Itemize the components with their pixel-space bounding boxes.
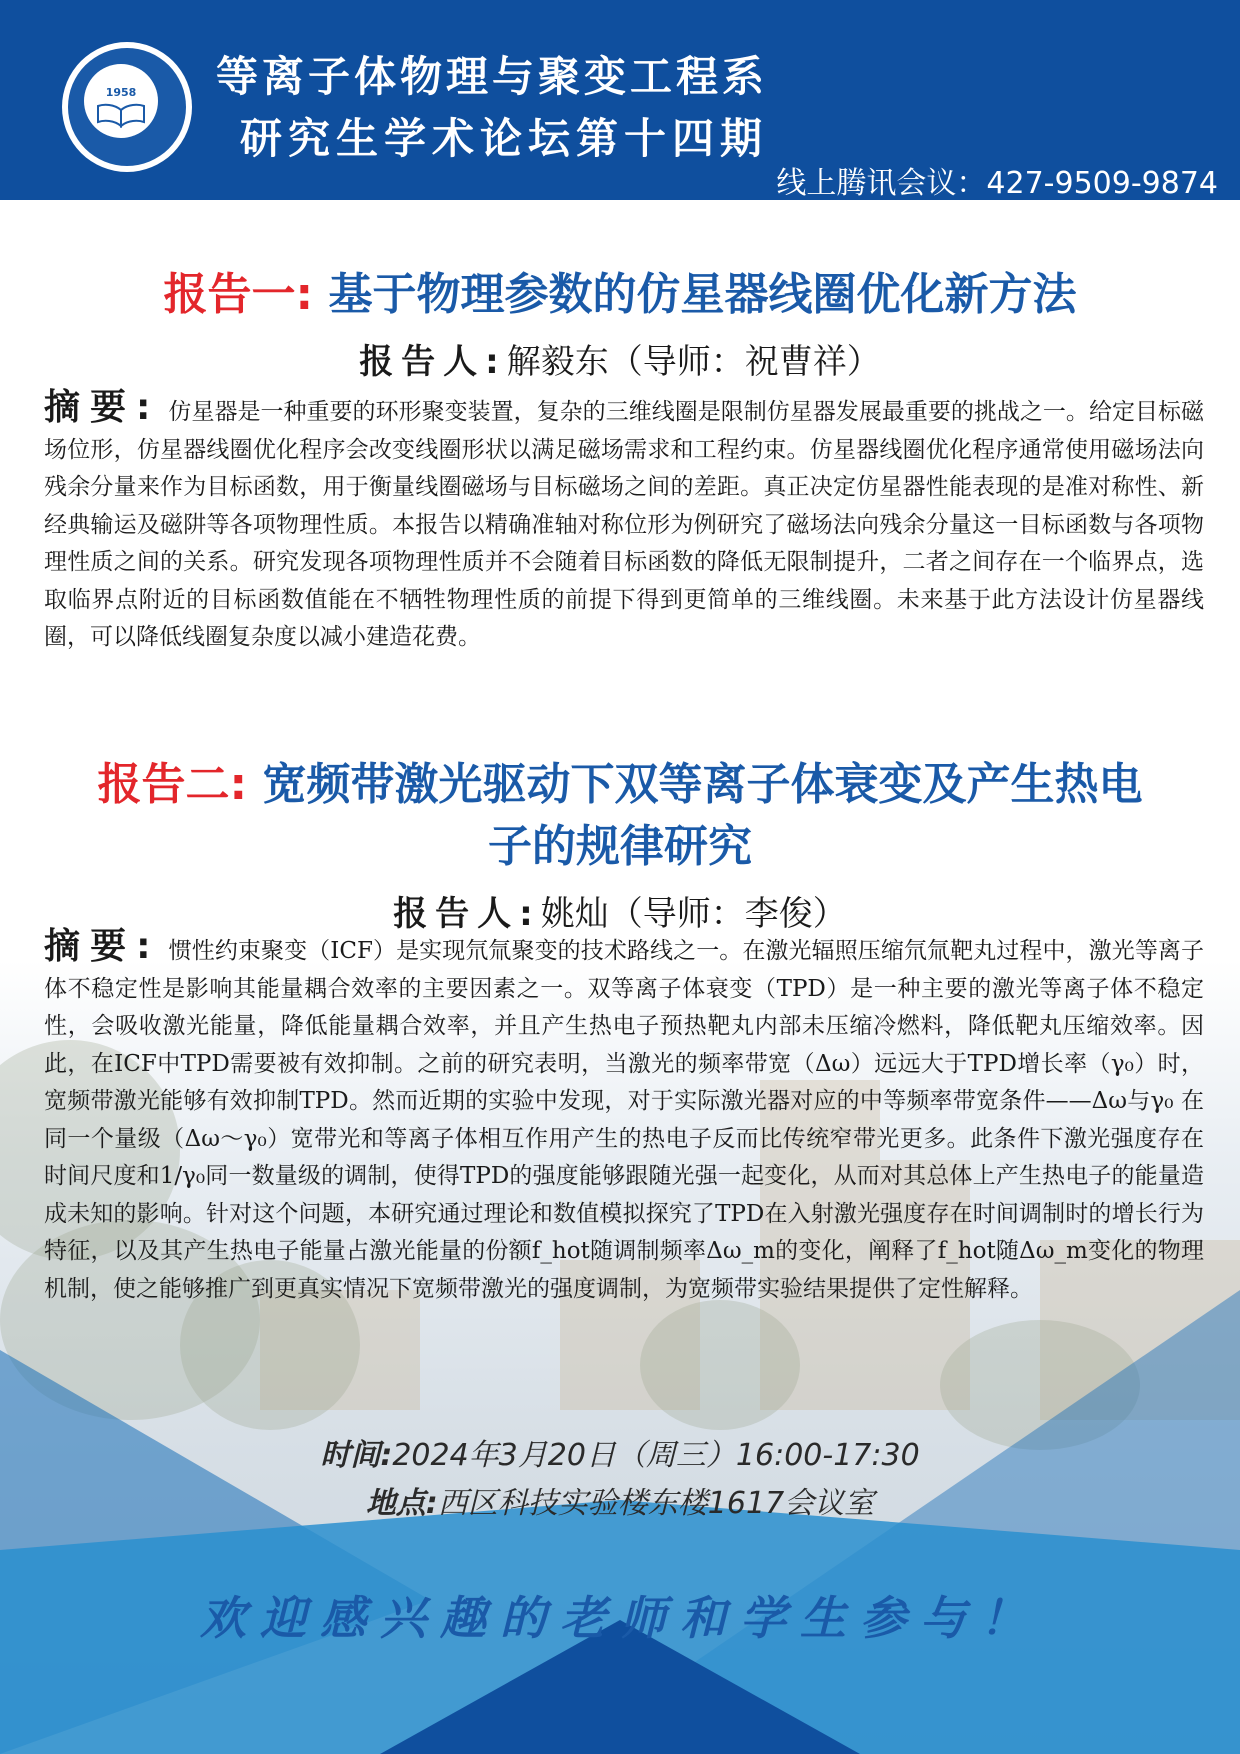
- book-icon: [96, 100, 146, 130]
- report2-speaker-name: 姚灿（导师：李俊）: [540, 894, 847, 934]
- decorative-bands: [0, 1290, 1240, 1754]
- report2-speaker-label: 报告人:: [393, 894, 541, 934]
- report2-abstract-text: 惯性约束聚变（ICF）是实现氘氚聚变的技术路线之一。在激光辐照压缩氘氚靶丸过程中，激光等离子体不稳定性是影响其能量耦合效率的主要因素之一。双等离子体衰变（TPD）是一种主要的激光等离子体不稳定性，会吸收激光能量，降低能量耦合效率，并且产生热电子预热靶丸内部未压缩冷燃料，降低靶丸压缩效率。因此，在ICF中TPD需要被有效抑制。之前的研究表明，当激光的频率带宽（Δω）远远大于TPD增长率（γ₀）时，宽频带激光能够有效抑制TPD。然而近期的实验中发现，对于实际激光器对应的中等频率带宽条件——Δω与γ₀ 在同一个量级（Δω～γ₀）宽带光和等离子体相互作用产生的热电子反而比传统窄带光更多。此条件下激光强度存在时间尺度和1/γ₀同一数量级的调制，使得TPD的强度能够跟随光强一起变化，从而对其总体上产生热电子的能量造成未知的影响。针对这个问题，本研究通过理论和数值模拟探究了TPD在入射激光强度存在时间调制时的增长行为特征，以及其产生热电子能量占激光能量的份额f_hot随调制频率Δω_m的变化，阐释了f_hot随Δω_m变化的物理机制，使之能够推广到更真实情况下宽频带激光的强度调制，为宽频带实验结果提供了定性解释。: [44, 938, 1204, 1302]
- report2-abstract: [44, 928, 1204, 1308]
- report1-title: [0, 258, 1240, 322]
- report1-speaker: [0, 334, 1240, 383]
- welcome-message: 欢迎感兴趣的老师和学生参与！: [200, 1591, 1040, 1645]
- report2-title-line1: 宽频带激光驱动下双等离子体衰变及产生热电: [262, 759, 1143, 810]
- time-value: 2024年3月20日（周三）16:00-17:30: [392, 1438, 920, 1473]
- report1-abstract-label: 摘要:: [44, 387, 161, 428]
- report1-title-text: 基于物理参数的仿星器线圈优化新方法: [328, 269, 1077, 320]
- report1-speaker-name: 解毅东（导师：祝曹祥）: [506, 342, 881, 382]
- report1-tag: 报告一:: [163, 269, 314, 320]
- report1-abstract-text: 仿星器是一种重要的环形聚变装置，复杂的三维线圈是限制仿星器发展最重要的挑战之一。给定目标磁场位形，仿星器线圈优化程序会改变线圈形状以满足磁场需求和工程约束。仿星器线圈优化程序通常使用磁场法向残余分量来作为目标函数，用于衡量线圈磁场与目标磁场之间的差距。真正决定仿星器性能表现的是准对称性、新经典输运及磁阱等各项物理性质。本报告以精确准轴对称位形为例研究了磁场法向残余分量这一目标函数与各项物理性质之间的关系。研究发现各项物理性质并不会随着目标函数的降低无限制提升，二者之间存在一个临界点，选取临界点附近的目标函数值能在不牺牲物理性质的前提下得到更简单的三维线圈。未来基于此方法设计仿星器线圈，可以降低线圈复杂度以减小建造花费。: [44, 399, 1204, 650]
- place-label: 地点:: [365, 1486, 438, 1521]
- report2-title-line2: 子的规律研究: [488, 821, 752, 872]
- report2-title: [0, 748, 1240, 812]
- report1-abstract: [44, 389, 1204, 657]
- report1-speaker-label: 报告人:: [359, 342, 507, 382]
- place-value: 西区科技实验楼东楼1617会议室: [437, 1486, 875, 1521]
- meeting-info: 线上腾讯会议：427-9509-9874: [776, 166, 1218, 201]
- department-title: 等离子体物理与聚变工程系: [216, 52, 769, 101]
- forum-title: 研究生学术论坛第十四期: [240, 114, 769, 163]
- report2-tag: 报告二:: [97, 759, 248, 810]
- university-logo: [62, 42, 192, 172]
- event-place: [0, 1478, 1240, 1522]
- header-banner: [0, 0, 1240, 200]
- event-time: [0, 1430, 1240, 1474]
- logo-year: 1958: [105, 86, 137, 99]
- time-label: 时间:: [320, 1438, 393, 1473]
- report2-abstract-label: 摘要:: [44, 926, 161, 967]
